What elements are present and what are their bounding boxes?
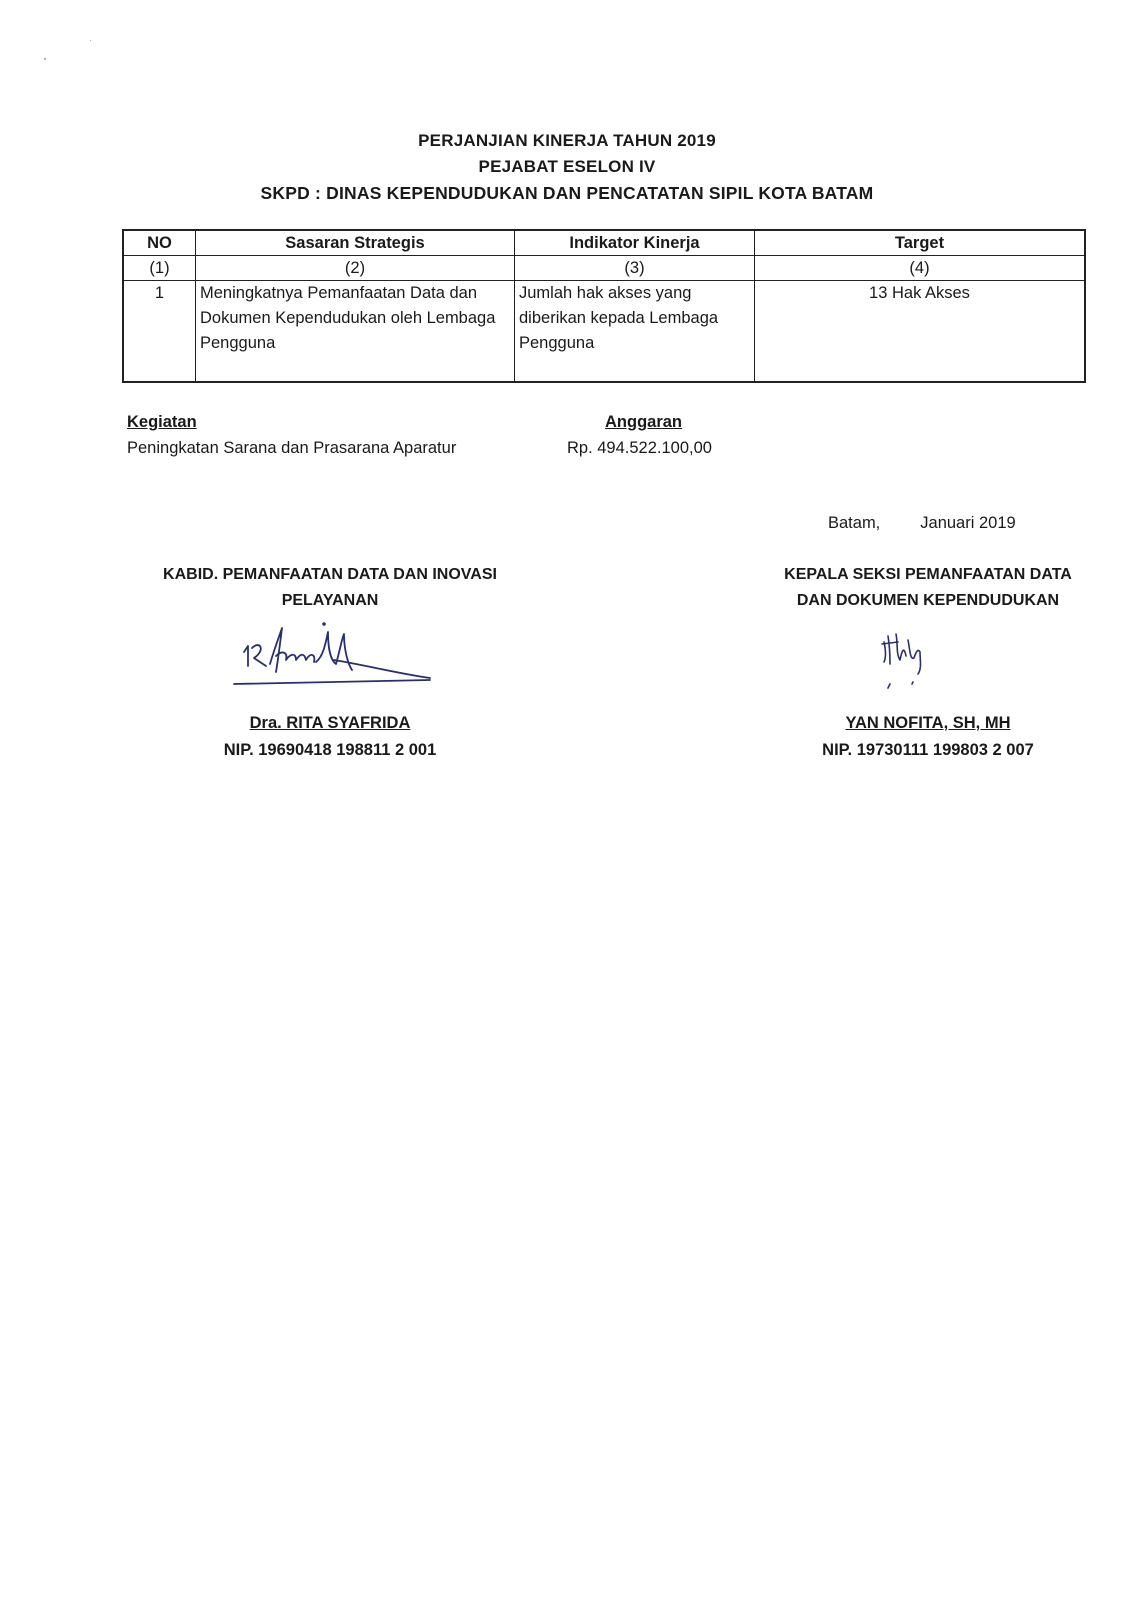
signatory-title-line: DAN DOKUMEN KEPENDUDUKAN	[796, 592, 1060, 609]
kegiatan-label: Kegiatan	[127, 413, 197, 431]
table-header-row	[123, 230, 1085, 256]
signatory-right	[758, 562, 1098, 759]
signatory-title-line: KEPALA SEKSI PEMANFAATAN DATA	[784, 566, 1072, 583]
header-subtitle: PEJABAT ESELON IV	[478, 157, 656, 176]
table-row	[123, 281, 1085, 383]
date-month: Januari 2019	[920, 514, 1016, 532]
column-header-target: Target	[755, 230, 1086, 256]
scan-speck	[90, 40, 91, 41]
signatory-name: YAN NOFITA, SH, MH	[845, 714, 1011, 732]
performance-table	[122, 229, 1086, 383]
column-header-sasaran: Sasaran Strategis	[196, 230, 515, 256]
handwritten-signature	[878, 620, 968, 690]
numbering-cell: (2)	[196, 256, 515, 281]
kegiatan-value: Peningkatan Sarana dan Prasarana Aparatur	[127, 439, 457, 457]
signatory-title	[758, 562, 1098, 614]
cell-sasaran: Meningkatnya Pemanfaatan Data dan Dokumen Kependudukan oleh Lembaga Pengguna	[196, 281, 515, 383]
place: Batam,	[828, 514, 881, 532]
scan-speck	[44, 58, 46, 60]
anggaran-value: Rp. 494.522.100,00	[567, 439, 712, 457]
cell-indikator: Jumlah hak akses yang diberikan kepada Lembaga Pengguna	[515, 281, 755, 383]
handwritten-signature	[230, 620, 440, 692]
signatory-nip: NIP. 19690418 198811 2 001	[223, 741, 437, 759]
document-header	[0, 128, 1134, 206]
signatory-title-line: KABID. PEMANFAATAN DATA DAN INOVASI	[163, 566, 497, 583]
cell-no: 1	[123, 281, 196, 383]
cell-target: 13 Hak Akses	[755, 281, 1086, 383]
signatory-left	[130, 562, 530, 759]
place-date	[828, 514, 1016, 533]
signatory-title	[130, 562, 530, 614]
signatory-title-line: PELAYANAN	[281, 592, 379, 609]
numbering-cell: (4)	[755, 256, 1086, 281]
anggaran-label: Anggaran	[605, 413, 683, 431]
signatory-nip: NIP. 19730111 199803 2 007	[822, 741, 1034, 759]
column-header-indikator: Indikator Kinerja	[515, 230, 755, 256]
header-skpd: SKPD : DINAS KEPENDUDUKAN DAN PENCATATAN SIPIL KOTA BATAM	[260, 183, 874, 203]
column-header-no: NO	[123, 230, 196, 256]
table-numbering-row	[123, 256, 1085, 281]
numbering-cell: (3)	[515, 256, 755, 281]
numbering-cell: (1)	[123, 256, 196, 281]
signatory-name: Dra. RITA SYAFRIDA	[249, 714, 411, 732]
header-title: PERJANJIAN KINERJA TAHUN 2019	[418, 131, 716, 150]
